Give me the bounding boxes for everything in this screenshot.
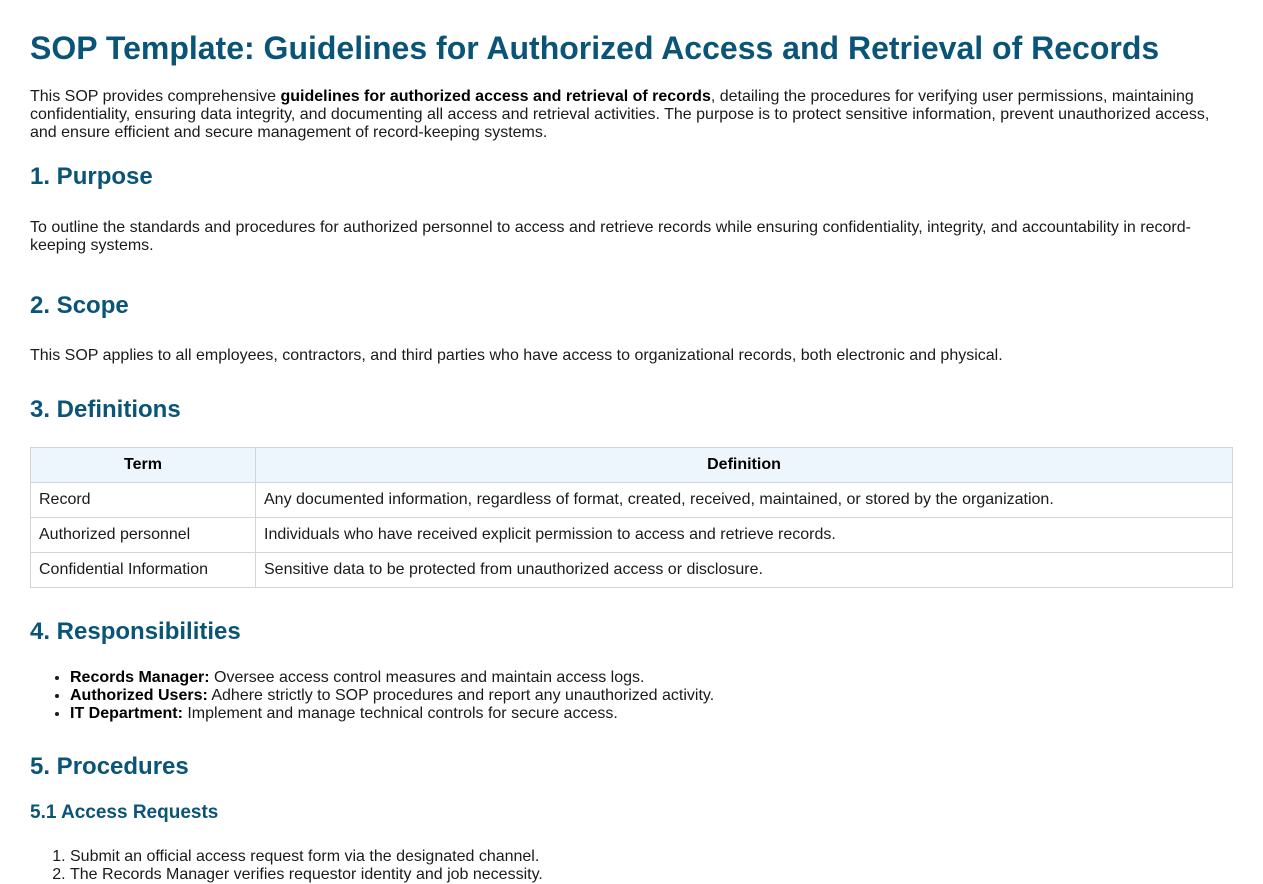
list-item	[70, 687, 1233, 705]
intro-text-start: This SOP provides comprehensive	[30, 88, 281, 105]
access-requests-heading: 5.1 Access Requests	[30, 802, 219, 823]
responsibilities-heading: 4. Responsibilities	[30, 618, 241, 645]
role-description: Adhere strictly to SOP procedures and report any unauthorized activity.	[207, 687, 715, 704]
page-title: SOP Template: Guidelines for Authorized Access and Retrieval of Records	[30, 30, 1160, 66]
list-item: 1. Submit an official access request form via the designated channel.	[70, 848, 1233, 866]
role-description: Implement and manage technical controls for secure access.	[182, 705, 618, 722]
column-header-definition: Definition	[256, 448, 1233, 483]
list-item	[70, 705, 1233, 723]
role-label: IT Department:	[70, 705, 183, 722]
intro-paragraph	[30, 88, 1233, 142]
role-label: Authorized Users:	[70, 687, 208, 704]
term-cell: Confidential Information	[31, 553, 256, 588]
definitions-heading: 3. Definitions	[30, 396, 181, 423]
table-row	[31, 518, 1233, 553]
list-item	[70, 669, 1233, 687]
scope-text: This SOP applies to all employees, contractors, and third parties who have access to organizational records, both electronic and physical.	[30, 347, 1003, 364]
definitions-table	[30, 447, 1233, 588]
responsibilities-list	[30, 669, 1233, 723]
intro-emphasis: guidelines for authorized access and retrieval of records	[280, 88, 711, 105]
role-label: Records Manager:	[70, 669, 210, 686]
definition-cell: Individuals who have received explicit permission to access and retrieve records.	[256, 518, 1233, 553]
purpose-heading: 1. Purpose	[30, 163, 153, 190]
table-header-row	[31, 448, 1233, 483]
access-requests-steps	[30, 848, 1233, 884]
procedures-heading: 5. Procedures	[30, 753, 189, 780]
role-description: Oversee access control measures and maintain access logs.	[209, 669, 645, 686]
term-cell: Authorized personnel	[31, 518, 256, 553]
intro-text-end: , detailing the procedures for verifying user permissions, maintaining confidentiality, ensuring data integrity, and documenting all access and retrieval activities. The purpose is to protect sensitive information, prevent unauthorized access, and ensure efficient and secure management of record-keeping systems.	[30, 88, 1210, 141]
definition-cell: Any documented information, regardless of format, created, received, maintained, or stored by the organization.	[256, 483, 1233, 518]
term-cell: Record	[31, 483, 256, 518]
purpose-text: To outline the standards and procedures for authorized personnel to access and retrieve records while ensuring confidentiality, integrity, and accountability in record-keeping systems.	[30, 219, 1191, 254]
table-row	[31, 483, 1233, 518]
list-item: 2. The Records Manager verifies requestor identity and job necessity.	[70, 866, 1233, 884]
column-header-term: Term	[31, 448, 256, 483]
definition-cell: Sensitive data to be protected from unauthorized access or disclosure.	[256, 553, 1233, 588]
table-row	[31, 553, 1233, 588]
scope-heading: 2. Scope	[30, 292, 129, 319]
